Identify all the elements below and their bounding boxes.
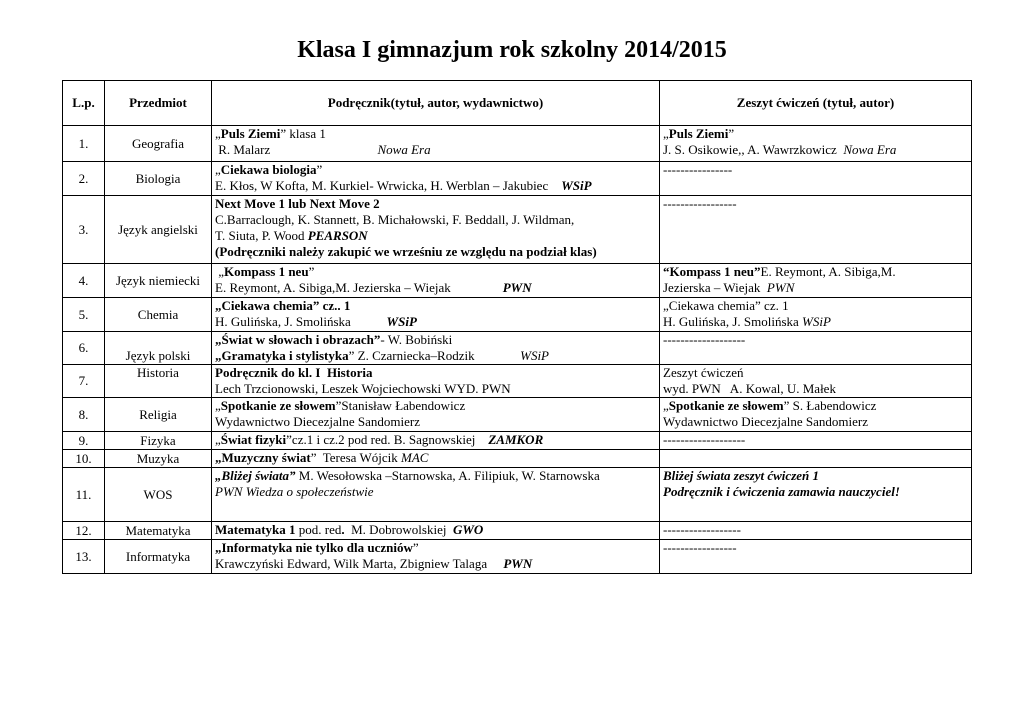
row-number: 12.: [63, 522, 105, 540]
table-row: [63, 432, 972, 450]
workbook-cell: [660, 468, 972, 522]
header-lp: L.p.: [63, 81, 105, 126]
row-number: 10.: [63, 450, 105, 468]
wb-text: Jezierska – Wiejak: [663, 280, 767, 295]
subject-cell: WOS: [105, 468, 212, 522]
tb-text: Matematyka 1: [215, 522, 296, 537]
tb-text: Podręcznik do kl. I Historia: [215, 365, 373, 380]
row-number: 7.: [63, 365, 105, 398]
header-row: [63, 81, 972, 126]
wb-text: WSiP: [802, 314, 831, 329]
tb-text: Wydawnictwo Diecezjalne Sandomierz: [215, 414, 420, 429]
tb-text: H. Gulińska, J. Smolińska: [215, 314, 387, 329]
tb-text: - W. Bobiński: [380, 332, 453, 347]
subject-cell: Biologia: [105, 162, 212, 196]
tb-text: Nowa Era: [377, 142, 431, 157]
row-number: 5.: [63, 298, 105, 332]
wb-text: ----------------: [663, 162, 733, 177]
header-workbook: Zeszyt ćwiczeń (tytuł, autor): [660, 81, 972, 126]
tb-text: Next Move 1 lub Next Move 2: [215, 196, 380, 211]
workbook-cell: [660, 398, 972, 432]
row-number: 4.: [63, 264, 105, 298]
tb-text: R. Malarz: [215, 142, 378, 157]
tb-text: ”: [308, 264, 315, 279]
wb-text: ”: [728, 126, 735, 141]
subject-cell: Religia: [105, 398, 212, 432]
subject-cell: Fizyka: [105, 432, 212, 450]
tb-text: (Podręczniki należy zakupić we wrześniu ze względu na podział klas): [215, 244, 597, 259]
wb-text: H. Gulińska, J. Smolińska: [663, 314, 803, 329]
wb-text: Spotkanie ze słowem: [668, 398, 784, 413]
row-number: 8.: [63, 398, 105, 432]
wb-text: Podręcznik i ćwiczenia zamawia nauczyciel!: [663, 484, 900, 499]
row-number: 11.: [63, 468, 105, 522]
subject-cell: Język angielski: [105, 196, 212, 264]
tb-text: PWN Wiedza o społeczeństwie: [215, 484, 374, 499]
tb-text: WSiP: [561, 178, 592, 193]
table-row: [63, 450, 972, 468]
textbook-cell: [212, 468, 660, 522]
tb-text: ”: [316, 162, 323, 177]
tb-text: „Świat w słowach i obrazach”: [215, 332, 381, 347]
table-row: [63, 540, 972, 574]
wb-text: “Kompass 1 neu”: [663, 264, 761, 279]
tb-text: E. Reymont, A. Sibiga,M. Jezierska – Wiejak: [215, 280, 503, 295]
tb-text: GWO: [452, 522, 484, 537]
wb-text: E. Reymont, A. Sibiga,M.: [760, 264, 896, 279]
workbook-cell: [660, 298, 972, 332]
wb-text: wyd. PWN A. Kowal, U. Małek: [663, 381, 836, 396]
page-title: Klasa I gimnazjum rok szkolny 2014/2015: [297, 37, 727, 63]
workbook-cell: [660, 540, 972, 574]
tb-text: ” Z. Czarniecka–Rodzik: [348, 348, 521, 363]
tb-text: „Bliżej świata”: [215, 468, 296, 483]
tb-text: MAC: [400, 450, 429, 465]
textbook-cell: [212, 264, 660, 298]
tb-text: „: [215, 264, 225, 279]
textbook-cell: [212, 298, 660, 332]
tb-text: „Gramatyka i stylistyka: [215, 348, 349, 363]
workbook-cell: [660, 365, 972, 398]
wb-text: -------------------: [663, 332, 746, 347]
textbook-cell: [212, 126, 660, 162]
workbook-cell: [660, 126, 972, 162]
tb-text: ” klasa 1: [280, 126, 326, 141]
tb-text: Spotkanie ze słowem: [220, 398, 336, 413]
tb-text: Kompass 1 neu: [224, 264, 309, 279]
wb-text: J. S. Osikowie,, A. Wawrzkowicz: [663, 142, 844, 157]
tb-text: „Informatyka nie tylko dla uczniów: [215, 540, 413, 555]
subject-cell: Informatyka: [105, 540, 212, 574]
wb-text: PWN: [766, 280, 795, 295]
workbook-cell: [660, 162, 972, 196]
textbook-cell: [212, 398, 660, 432]
table-row: [63, 196, 972, 264]
header-textbook: Podręcznik(tytuł, autor, wydawnictwo): [212, 81, 660, 126]
workbook-cell: [660, 432, 972, 450]
tb-text: ”: [412, 540, 419, 555]
subject-cell: Muzyka: [105, 450, 212, 468]
tb-text: Ciekawa biologia: [220, 162, 317, 177]
textbook-cell: [212, 450, 660, 468]
table-row: [63, 298, 972, 332]
workbook-cell: [660, 264, 972, 298]
textbook-cell: [212, 522, 660, 540]
textbook-cell: [212, 196, 660, 264]
wb-text: -----------------: [663, 540, 737, 555]
tb-text: Puls Ziemi: [220, 126, 281, 141]
tb-text: Świat fizyki: [220, 432, 287, 447]
wb-text: Wydawnictwo Diecezjalne Sandomierz: [663, 414, 868, 429]
table-row: [63, 126, 972, 162]
tb-text: ZAMKOR: [488, 432, 544, 447]
wb-text: „: [663, 398, 669, 413]
tb-text: .: [341, 522, 345, 537]
table-row: [63, 365, 972, 398]
tb-text: „Muzyczny świat: [215, 450, 311, 465]
table-row: [63, 162, 972, 196]
wb-text: „: [663, 126, 669, 141]
subject-cell: Historia: [105, 365, 212, 398]
header-subject: Przedmiot: [105, 81, 212, 126]
wb-text: ” S. Łabendowicz: [783, 398, 877, 413]
table-row: [63, 398, 972, 432]
tb-text: Lech Trzcionowski, Leszek Wojciechowski WYD. PWN: [215, 381, 511, 396]
tb-text: E. Kłos, W Kofta, M. Kurkiel- Wrwicka, H. Werblan – Jakubiec: [215, 178, 562, 193]
wb-text: Zeszyt ćwiczeń: [663, 365, 744, 380]
table-row: [63, 332, 972, 365]
tb-text: „: [215, 432, 221, 447]
tb-text: M. Wesołowska –Starnowska, A. Filipiuk, W. Starnowska: [295, 468, 600, 483]
row-number: 13.: [63, 540, 105, 574]
tb-text: ”Stanisław Łabendowicz: [335, 398, 466, 413]
tb-text: T. Siuta, P. Wood: [215, 228, 308, 243]
tb-text: PWN: [502, 280, 532, 295]
workbook-cell: [660, 450, 972, 468]
wb-text: „Ciekawa chemia” cz. 1: [663, 298, 789, 313]
tb-text: PEARSON: [307, 228, 368, 243]
table-row: [63, 264, 972, 298]
workbook-cell: [660, 522, 972, 540]
tb-text: „: [215, 398, 221, 413]
row-number: 9.: [63, 432, 105, 450]
tb-text: pod. red: [295, 522, 342, 537]
textbook-cell: [212, 540, 660, 574]
textbook-table: [62, 80, 972, 574]
tb-text: WSiP: [520, 348, 549, 363]
table-row: [63, 522, 972, 540]
row-number: 3.: [63, 196, 105, 264]
row-number: 1.: [63, 126, 105, 162]
wb-text: -----------------: [663, 196, 737, 211]
textbook-cell: [212, 365, 660, 398]
row-number: 2.: [63, 162, 105, 196]
tb-text: M. Dobrowolskiej: [344, 522, 453, 537]
tb-text: ” Teresa Wójcik: [310, 450, 401, 465]
tb-text: WSiP: [386, 314, 417, 329]
tb-text: „: [215, 126, 221, 141]
wb-text: Nowa Era: [843, 142, 897, 157]
wb-text: -------------------: [663, 432, 746, 447]
subject-cell: Matematyka: [105, 522, 212, 540]
wb-text: ------------------: [663, 522, 741, 537]
table-row: [63, 468, 972, 522]
workbook-cell: [660, 196, 972, 264]
tb-text: PWN: [503, 556, 533, 571]
tb-text: ”cz.1 i cz.2 pod red. B. Sagnowskiej: [286, 432, 489, 447]
workbook-cell: [660, 332, 972, 365]
tb-text: „: [215, 162, 221, 177]
subject-cell: Język polski: [105, 332, 212, 365]
tb-text: C.Barraclough, K. Stannett, B. Michałowski, F. Beddall, J. Wildman,: [215, 212, 575, 227]
wb-text: Bliżej świata zeszyt ćwiczeń 1: [663, 468, 819, 483]
subject-cell: Język niemiecki: [105, 264, 212, 298]
tb-text: Krawczyński Edward, Wilk Marta, Zbigniew Talaga: [215, 556, 504, 571]
tb-text: „Ciekawa chemia” cz.. 1: [215, 298, 351, 313]
textbook-cell: [212, 162, 660, 196]
subject-cell: Chemia: [105, 298, 212, 332]
textbook-cell: [212, 332, 660, 365]
row-number: 6.: [63, 332, 105, 365]
textbook-cell: [212, 432, 660, 450]
wb-text: Puls Ziemi: [668, 126, 729, 141]
subject-cell: Geografia: [105, 126, 212, 162]
